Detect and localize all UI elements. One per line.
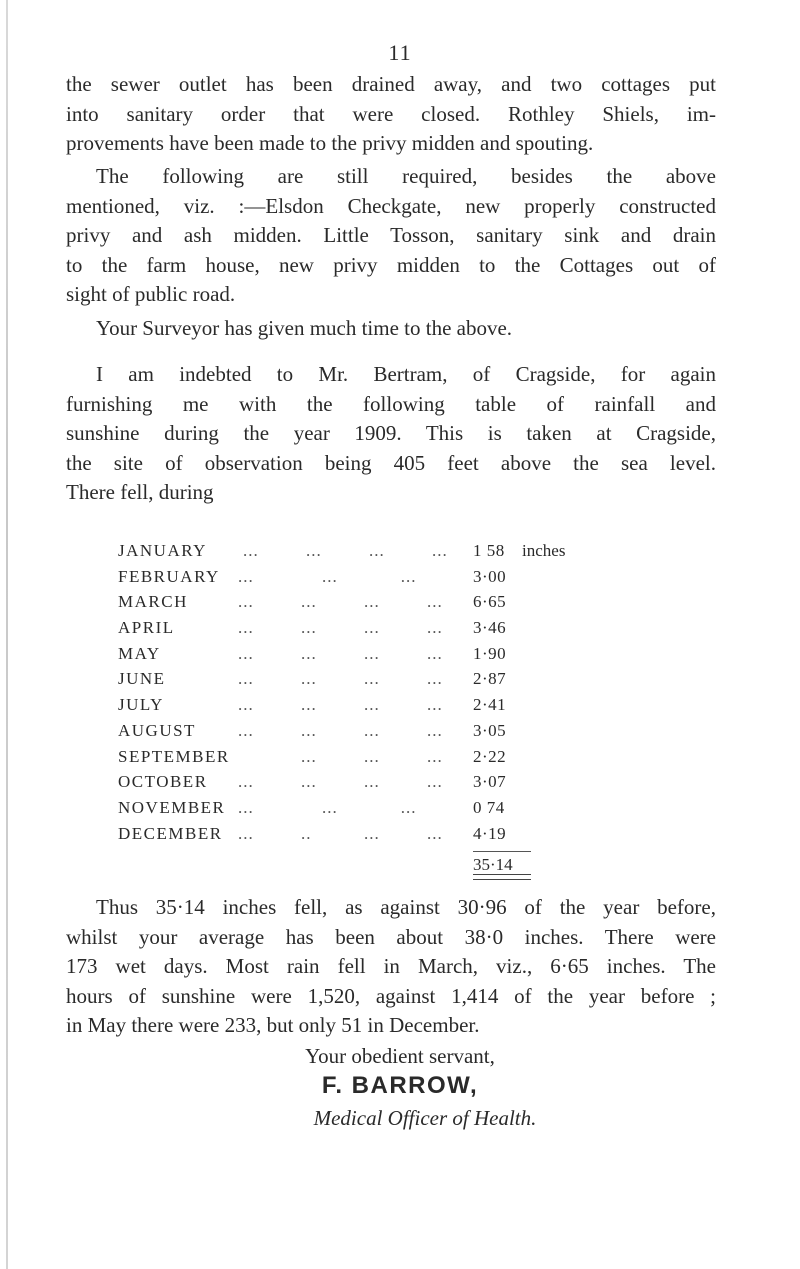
text-line: to the farm house, new privy midden to the Cottages out of (66, 252, 716, 277)
rainfall-value: 6·65 (473, 592, 507, 612)
table-row (118, 615, 638, 641)
table-row (118, 744, 638, 770)
table-row (118, 821, 638, 847)
leader-dots: ... ... ... ... (238, 643, 443, 663)
month-label: JANUARY (118, 541, 207, 560)
text-line: mentioned, viz. :—Elsdon Checkgate, new properly constructed (66, 193, 716, 218)
text-line: 173 wet days. Most rain fell in March, viz., 6·65 inches. The (66, 954, 716, 978)
month-label: FEBRUARY (118, 566, 220, 586)
text-line: I am indebted to Mr. Bertram, of Cragside, for again (96, 362, 716, 386)
rainfall-value: 2·22 (473, 746, 507, 766)
unit-label: inches (522, 541, 566, 560)
text-line: into sanitary order that were closed. Rothley Shiels, im- (66, 101, 716, 126)
rainfall-value: 2·87 (473, 669, 507, 689)
page-number: 11 (388, 40, 412, 65)
rainfall-value: 4·19 (473, 823, 507, 843)
total-double-rule (473, 874, 531, 880)
month-label: APRIL (118, 618, 175, 638)
text-line: There fell, during (66, 480, 214, 504)
paragraph-indebted (66, 360, 716, 508)
rainfall-value: 1 58 (473, 541, 505, 560)
leader-dots: ... ... ... (238, 797, 417, 817)
paragraph-summary (66, 893, 716, 1041)
leader-dots: ... ... ... ... (238, 618, 443, 638)
table-row (118, 718, 638, 744)
total-value: 35·14 (473, 855, 513, 874)
text-line: provements have been made to the privy midden and spouting. (66, 131, 594, 155)
table-row (118, 641, 638, 667)
text-line: in May there were 233, but only 51 in December. (66, 1013, 480, 1037)
text-line: sunshine during the year 1909. This is taken at Cragside, (66, 421, 716, 445)
table-row (118, 666, 638, 692)
table-row (118, 795, 638, 821)
table-row (118, 692, 638, 718)
rainfall-value: 3·05 (473, 720, 507, 740)
total-rule (473, 851, 531, 852)
rainfall-value: 1·90 (473, 643, 507, 663)
month-label: MARCH (118, 592, 188, 612)
table-row (118, 589, 638, 615)
signatory-title: Medical Officer of Health. (313, 1106, 537, 1130)
text-line: furnishing me with the following table of rainfall and (66, 391, 716, 416)
leader-dots: ... .. ... ... (238, 823, 443, 843)
rainfall-value: 3·00 (473, 566, 507, 586)
text-line: whilst your average has been about 38·0 inches. There were (66, 924, 716, 949)
text-line: Your Surveyor has given much time to the above. (96, 316, 513, 340)
rainfall-value: 0 74 (473, 797, 505, 817)
text-line: privy and ash midden. Little Tosson, sanitary sink and drain (66, 223, 716, 247)
month-label: DECEMBER (118, 823, 223, 843)
paragraph-sewer-outlet (66, 70, 716, 159)
month-label: OCTOBER (118, 772, 208, 792)
leader-dots: ... ... ... ... (238, 772, 443, 792)
table-row (118, 564, 638, 590)
month-label: MAY (118, 643, 161, 663)
signature-name: F. BARROW, (321, 1072, 479, 1099)
leader-dots: ... ... ... ... (243, 541, 448, 560)
text-line: the site of observation being 405 feet above the sea level. (66, 450, 716, 475)
rainfall-value: 2·41 (473, 695, 507, 715)
leader-dots: ... ... ... (238, 566, 417, 586)
leader-dots: ... ... ... (238, 746, 443, 766)
month-label: JULY (118, 695, 164, 715)
leader-dots: ... ... ... ... (238, 669, 443, 689)
leader-dots: ... ... ... ... (238, 695, 443, 715)
month-label: AUGUST (118, 720, 196, 740)
paragraph-still-required (66, 162, 716, 310)
month-label: NOVEMBER (118, 797, 226, 817)
text-line: sight of public road. (66, 282, 236, 306)
paragraph-surveyor (66, 314, 716, 344)
table-row (118, 769, 638, 795)
text-line: the sewer outlet has been drained away, and two cottages put (66, 72, 716, 96)
rainfall-value: 3·07 (473, 772, 507, 792)
rainfall-table (118, 538, 638, 846)
text-line: hours of sunshine were 1,520, against 1,414 of the year before ; (66, 983, 716, 1008)
month-label: SEPTEMBER (118, 746, 230, 766)
leader-dots: ... ... ... ... (238, 720, 443, 740)
month-label: JUNE (118, 669, 166, 689)
table-row (118, 538, 638, 564)
closing-line: Your obedient servant, (305, 1044, 495, 1068)
rainfall-value: 3·46 (473, 618, 507, 638)
text-line: The following are still required, besides the above (96, 164, 716, 188)
leader-dots: ... ... ... ... (238, 592, 443, 612)
text-line: Thus 35·14 inches fell, as against 30·96 of the year before, (96, 895, 716, 919)
